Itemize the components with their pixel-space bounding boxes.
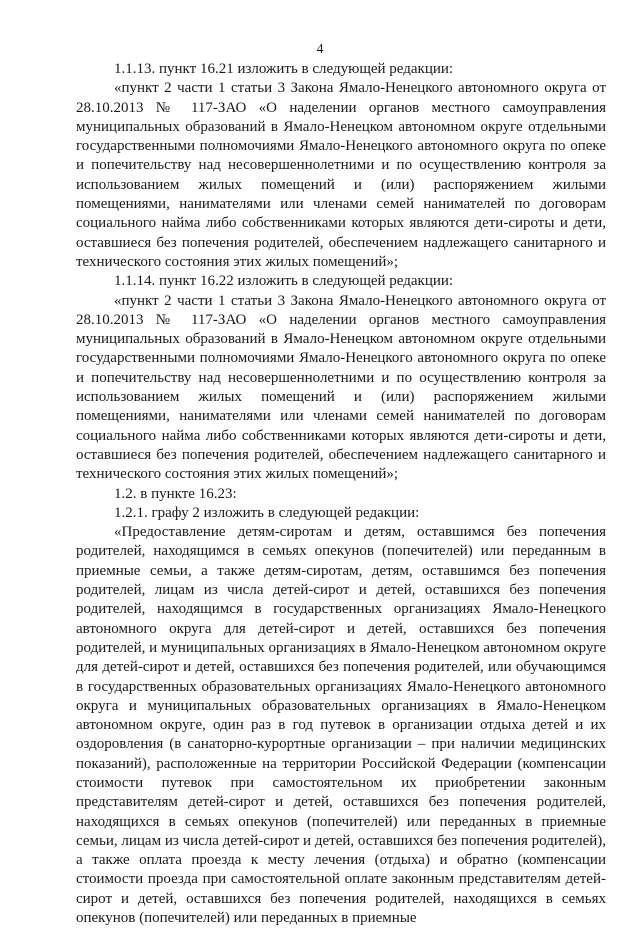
paragraph-1-2-heading: 1.2. в пункте 16.23:: [114, 485, 237, 502]
document-body: [76, 60, 606, 928]
paragraph-1-1-13-text: «пункт 2 части 1 статьи 3 Закона Ямало-Ненецкого автономного округа от 28.10.2013 № 117-ЗАО «О наделении органов местного самоуправления муниципальных образований в Ямало-Ненецком автономном округе отдельными государственными полномочиями Ямало-Ненецкого автономного округа по опеке и попечительству над несовершеннолетними и по осуществлению контроля за использованием жилых помещений и (или) распоряжением жилыми помещениями, нанимателями или членами семей нанимателей по договорам социального найма либо собственниками которых являются дети-сироты и дети, оставшиеся без попечения родителей, обеспечением надлежащего санитарного и технического состояния этих жилых помещений»;: [76, 80, 606, 270]
page-number: 4: [316, 42, 324, 57]
paragraph-1-1-14-heading: 1.1.14. пункт 16.22 изложить в следующей редакции:: [114, 273, 454, 290]
paragraph-1-1-14-text: «пункт 2 части 1 статьи 3 Закона Ямало-Ненецкого автономного округа от 28.10.2013 № 117-ЗАО «О наделении органов местного самоуправления муниципальных образований в Ямало-Ненецком автономном округе отдельными государственными полномочиями Ямало-Ненецкого автономного округа по опеке и попечительству над несовершеннолетними и по осуществлению контроля за использованием жилых помещений и (или) распоряжением жилыми помещениями, нанимателями или членами семей нанимателей по договорам социального найма либо собственниками которых являются дети-сироты и дети, оставшиеся без попечения родителей, обеспечением надлежащего санитарного и технического состояния этих жилых помещений»;: [76, 292, 606, 483]
paragraph-1-2-1-text: «Предоставление детям-сиротам и детям, оставшимся без попечения родителей, находящимся в семьях опекунов (попечителей) или переданным в приемные семьи, а также детям-сиротам, детям, оставшимся без попечения родителей, лицам из числа детей-сирот и детей, оставшихся без попечения родителей, находящимся в государственных организациях Ямало-Ненецкого автономного округа для детей-сирот и детей, оставшихся без попечения родителей, и муниципальных организациях в Ямало-Ненецком автономном округе для детей-сирот и детей, оставшихся без попечения родителей, или обучающимся в государственных образовательных организациях Ямало-Ненецкого автономного округа и муниципальных образовательных организациях в Ямало-Ненецком автономном округе, один раз в год путевок в организации отдыха детей и их оздоровления (в санаторно-курортные организации – при наличии медицинских показаний), расположенные на территории Российской Федерации (компенсации стоимости путевок при самостоятельном их приобретении законным представителям детей-сирот и детей, оставшихся без попечения родителей, находящихся в семьях опекунов (попечителей) или переданных в приемные семьи, лицам из числа детей-сирот и детей, оставшихся без попечения родителей), а также оплата проезда к месту лечения (отдыха) и обратно (компенсации стоимости проезда при самостоятельной оплате законным представителям детей-сирот и детей, оставшихся без попечения родителей, находящихся в семьях опекунов (попечителей) или переданных в приемные: [76, 524, 606, 927]
paragraph-1-1-13-heading: 1.1.13. пункт 16.21 изложить в следующей редакции:: [114, 61, 454, 77]
paragraph-1-2-1-heading: 1.2.1. графу 2 изложить в следующей редакции:: [114, 504, 420, 521]
